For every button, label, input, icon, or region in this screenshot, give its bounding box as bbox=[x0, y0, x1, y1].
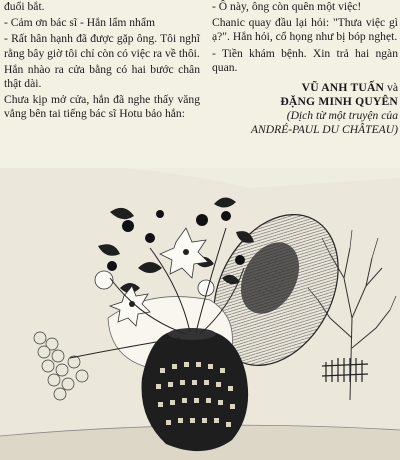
source-note: ANDRÉ-PAUL DU CHÂTEAU) bbox=[250, 123, 398, 137]
paragraph: Chanic quay đầu lại hỏi: "Thưa việc gì ạ?". Hắn hỏi, cổ họng như bị bóp nghẹt. bbox=[212, 16, 398, 44]
source-note: (Dịch từ một truyện của bbox=[286, 109, 398, 123]
author-name: ĐẶNG MINH QUYÊN bbox=[280, 95, 398, 109]
paragraph: - Tiền khám bệnh. Xin trả hai ngàn quan. bbox=[212, 46, 398, 74]
byline bbox=[212, 81, 398, 137]
paragraph: - Rất hân hạnh đã được gặp ông. Tôi nghĩ rằng bây giờ tôi chỉ còn có việc ra về thôi. bbox=[4, 32, 200, 60]
right-text-column bbox=[212, 0, 398, 137]
flower-vase-illustration bbox=[0, 168, 400, 460]
byline-connector: và bbox=[387, 81, 398, 95]
left-text-column bbox=[4, 0, 200, 124]
paragraph: - Ô này, ông còn quên một việc! bbox=[212, 0, 362, 13]
paragraph: - Cảm ơn bác sĩ - Hắn lẩm nhẩm bbox=[4, 16, 156, 30]
author-name: VŨ ANH TUẤN bbox=[301, 81, 385, 95]
paragraph: đuổi bắt. bbox=[4, 0, 45, 13]
paragraph: Chưa kịp mở cửa, hắn đã nghe thấy văng vẳng bên tai tiếng bác sĩ Hotu bảo hắn: bbox=[4, 93, 200, 121]
paragraph: Hắn nhào ra cửa bằng có hai bước chân thật dài. bbox=[4, 62, 200, 91]
vase-drawing bbox=[142, 328, 249, 451]
